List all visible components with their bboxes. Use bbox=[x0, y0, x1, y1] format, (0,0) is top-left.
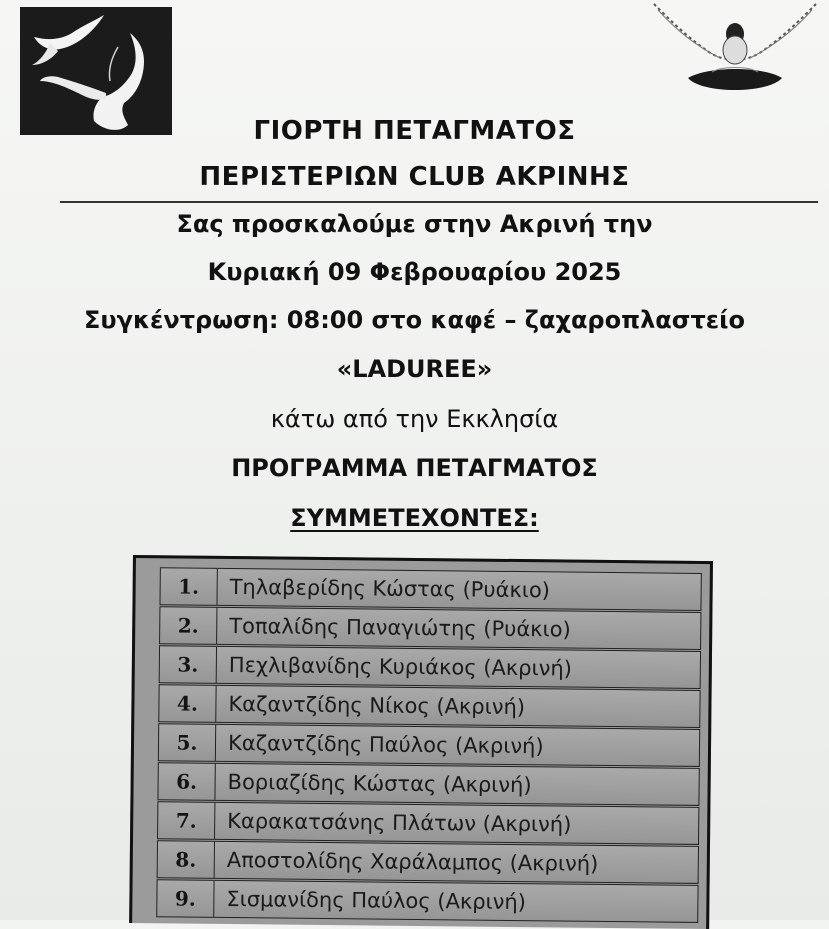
participant-name: Βοριαζίδης Κώστας (Ακρινή) bbox=[227, 770, 532, 798]
participant-name: Πεχλιβανίδης Κυριάκος (Ακρινή) bbox=[228, 653, 573, 681]
venue-name: «LADUREE» bbox=[336, 355, 493, 383]
table-row bbox=[158, 723, 700, 767]
table-row bbox=[156, 879, 698, 923]
participant-name: Τοπαλίδης Παναγιώτης (Ρυάκιο) bbox=[229, 614, 571, 642]
participant-name: Καρακατσάνης Πλάτων (Ακρινή) bbox=[227, 809, 572, 837]
meeting-info: Συγκέντρωση: 08:00 στο καφέ – ζαχαροπλαστείο bbox=[84, 306, 745, 334]
row-number: 9. bbox=[157, 880, 214, 917]
club-name: ΠΕΡΙΣΤΕΡΙΩΝ CLUB ΑΚΡΙΝΗΣ bbox=[199, 162, 630, 192]
table-row bbox=[159, 606, 701, 650]
participants-title: ΣΥΜΜΕΤΕΧΟΝΤΕΣ: bbox=[290, 504, 539, 532]
event-date: Κυριακή 09 Φεβρουαρίου 2025 bbox=[207, 258, 622, 286]
table-row bbox=[159, 645, 701, 689]
row-number: 4. bbox=[159, 685, 216, 722]
row-number: 5. bbox=[159, 724, 216, 761]
row-number: 1. bbox=[160, 568, 217, 605]
dove-icon bbox=[650, 0, 820, 100]
row-number: 3. bbox=[160, 646, 217, 683]
row-number: 7. bbox=[158, 802, 215, 839]
program-title: ΠΡΟΓΡΑΜΜΑ ΠΕΤΑΓΜΑΤΟΣ bbox=[231, 454, 598, 482]
event-title: ΓΙΟΡΤΗ ΠΕΤΑΓΜΑΤΟΣ bbox=[253, 116, 576, 146]
participants-table bbox=[129, 555, 713, 929]
row-number: 8. bbox=[158, 841, 215, 878]
row-number: 6. bbox=[158, 763, 215, 800]
participant-name: Σισμανίδης Παύλος (Ακρινή) bbox=[226, 886, 527, 915]
participant-name: Καζαντζίδης Νίκος (Ακρινή) bbox=[228, 692, 526, 720]
table-row bbox=[158, 684, 700, 728]
table-row bbox=[157, 840, 699, 884]
table-row bbox=[157, 762, 699, 806]
venue-location: κάτω από την Εκκλησία bbox=[270, 405, 559, 433]
divider bbox=[60, 201, 818, 203]
table-row bbox=[157, 801, 699, 845]
invitation-line: Σας προσκαλούμε στην Ακρινή την bbox=[176, 210, 653, 238]
participant-name: Καζαντζίδης Παύλος (Ακρινή) bbox=[227, 731, 544, 759]
participant-name: Τηλαβερίδης Κώστας (Ρυάκιο) bbox=[229, 575, 551, 603]
participant-name: Αποστολίδης Χαράλαμπος (Ακρινή) bbox=[226, 847, 599, 876]
table-row bbox=[159, 567, 701, 611]
row-number: 2. bbox=[160, 607, 217, 644]
